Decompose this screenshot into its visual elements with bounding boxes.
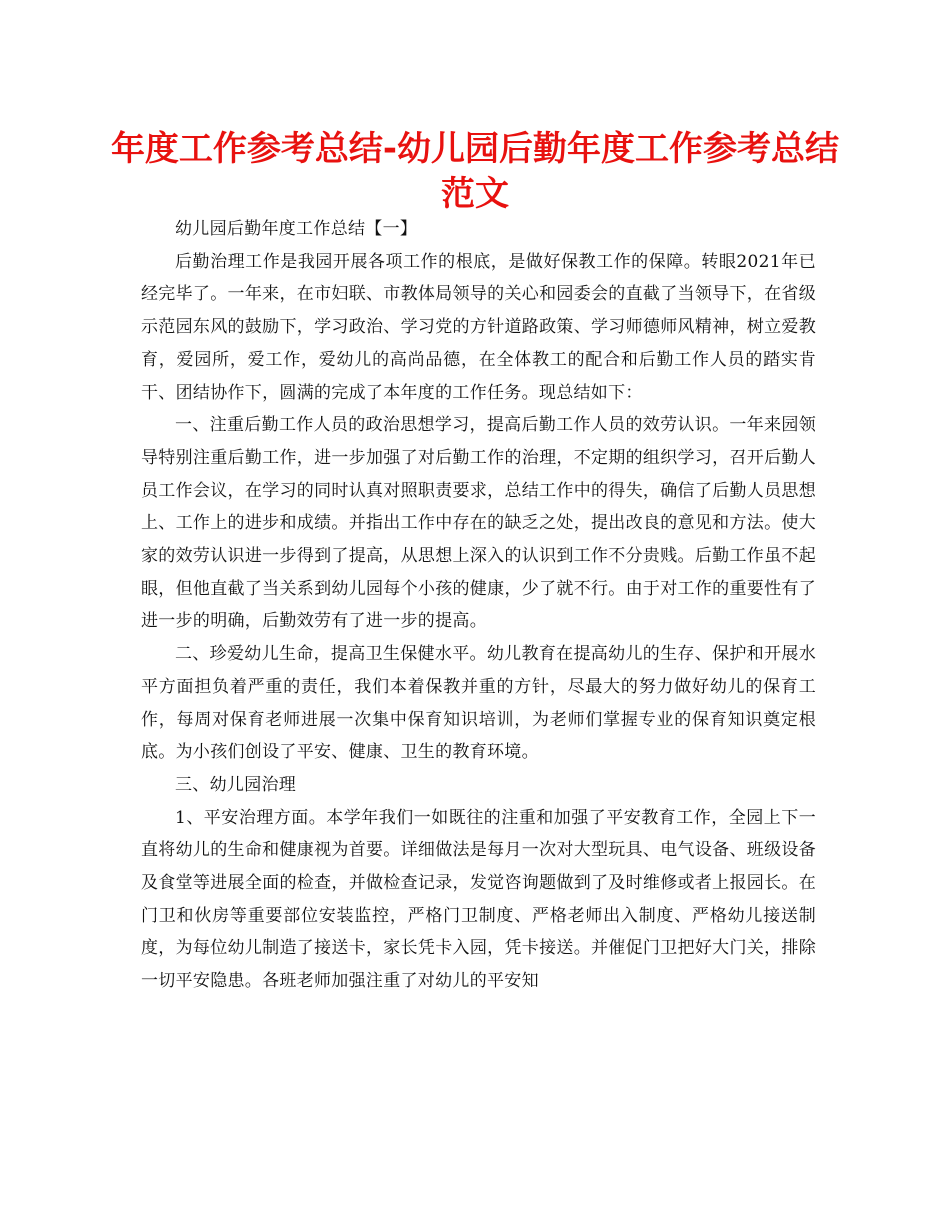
paragraph-safety-management: 1、平安治理方面。本学年我们一如既往的注重和加强了平安教育工作，全园上下一直将幼儿的生命和健康视为首要。详细做法是每月一次对大型玩具、电气设备、班级设备及食堂等进展全面的检查，并做检查记录，发觉咨询题做到了及时维修或者上报园长。在门卫和伙房等重要部位安装监控，严格门卫制度、严格老师出入制度、严格幼儿接送制度，为每位幼儿制造了接送卡，家长凭卡入园，凭卡接送。并催促门卫把好大门关，排除一切平安隐患。各班老师加强注重了对幼儿的平安知 [141,807,816,992]
paragraph-intro: 后勤治理工作是我园开展各项工作的根底，是做好保教工作的保障。转眼2021年已经完毕了。一年来，在市妇联、市教体局领导的关心和园委会的直截了当领导下，在省级示范园东风的鼓励下，学习政治、学习党的方针道路政策、学习师德师风精神，树立爱教育，爱园所，爱工作，爱幼儿的高尚品德，在全体教工的配合和后勤工作人员的踏实肯干、团结协作下，圆满的完成了本年度的工作任务。现总结如下： [141,251,816,403]
section-heading: 幼儿园后勤年度工作总结【一】 [175,219,418,239]
document-title-line-1: 年度工作参考总结-幼儿园后勤年度工作参考总结 [110,129,840,169]
paragraph-section-2: 二、珍爱幼儿生命，提高卫生保健水平。幼儿教育在提高幼儿的生存、保护和开展水平方面担负着严重的责任，我们本着保教并重的方针，尽最大的努力做好幼儿的保育工作，每周对保育老师进展一次集中保育知识培训，为老师们掌握专业的保育知识奠定根底。为小孩们创设了平安、健康、卫生的教育环境。 [141,644,816,763]
document-title-line-2: 范文 [441,174,509,214]
paragraph-section-3-heading: 三、幼儿园治理 [175,774,297,795]
paragraph-section-1: 一、注重后勤工作人员的政治思想学习，提高后勤工作人员的效劳认识。一年来园领导特别注重后勤工作，进一步加强了对后勤工作的治理，不定期的组织学习，召开后勤人员工作会议，在学习的同时认真对照职责要求，总结工作中的得失，确信了后勤人员思想上、工作上的进步和成绩。并指出工作中存在的缺乏之处，提出改良的意见和方法。使大家的效劳认识进一步得到了提高，从思想上深入的认识到工作不分贵贱。后勤工作虽不起眼，但他直截了当关系到幼儿园每个小孩的健康，少了就不行。由于对工作的重要性有了进一步的明确，后勤效劳有了进一步的提高。 [141,415,816,632]
document-body [141,213,816,998]
